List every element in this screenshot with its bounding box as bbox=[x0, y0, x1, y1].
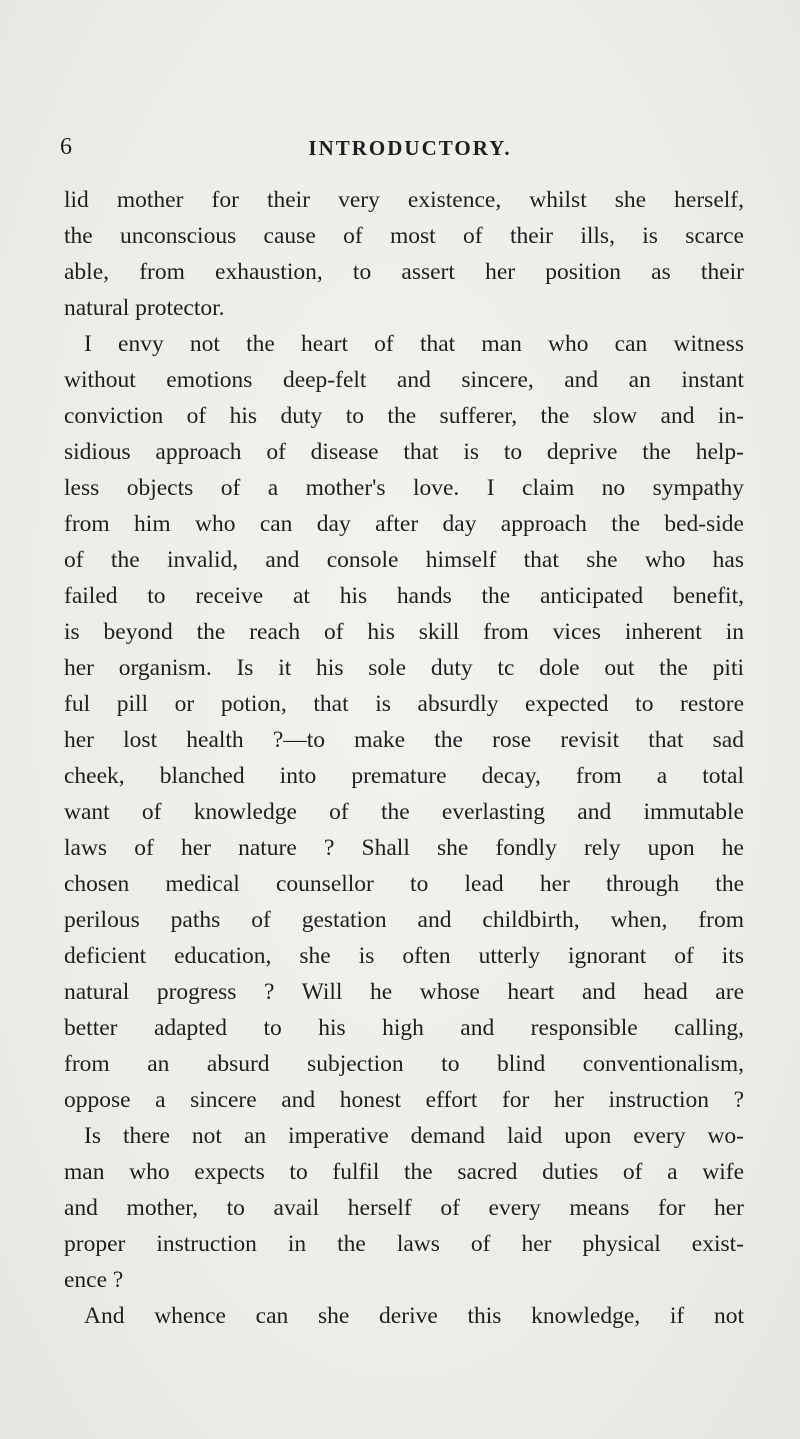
text-line: lid mother for their very existence, whilst she herself, bbox=[64, 187, 744, 213]
text-line: her organism. Is it his sole duty tc dole out the piti bbox=[64, 655, 744, 681]
text-line: less objects of a mother's love. I claim no sympathy bbox=[64, 475, 744, 501]
text-line: perilous paths of gestation and childbirth, when, from bbox=[64, 907, 744, 933]
text-line: cheek, blanched into premature decay, from a total bbox=[64, 763, 744, 789]
text-line: I envy not the heart of that man who can witness bbox=[84, 331, 744, 357]
text-line: better adapted to his high and responsible calling, bbox=[64, 1015, 744, 1041]
text-line: natural protector. bbox=[64, 295, 225, 321]
text-line: able, from exhaustion, to assert her position as their bbox=[64, 259, 744, 285]
page-number: 6 bbox=[60, 134, 72, 160]
text-line: from him who can day after day approach the bed-side bbox=[64, 511, 744, 537]
text-line: failed to receive at his hands the anticipated benefit, bbox=[64, 583, 744, 609]
text-line: want of knowledge of the everlasting and immutable bbox=[64, 799, 744, 825]
page-header bbox=[60, 134, 760, 164]
text-line: ful pill or potion, that is absurdly expected to restore bbox=[64, 691, 744, 717]
text-line: proper instruction in the laws of her physical exist- bbox=[64, 1231, 744, 1257]
text-line: is beyond the reach of his skill from vices inherent in bbox=[64, 619, 744, 645]
text-line: ence ? bbox=[64, 1267, 124, 1293]
text-line: the unconscious cause of most of their ills, is scarce bbox=[64, 223, 744, 249]
text-line: deficient education, she is often utterly ignorant of its bbox=[64, 943, 744, 969]
text-line: from an absurd subjection to blind conventionalism, bbox=[64, 1051, 744, 1077]
text-line: and mother, to avail herself of every means for her bbox=[64, 1195, 744, 1221]
text-line: And whence can she derive this knowledge, if not bbox=[84, 1303, 744, 1329]
text-line: of the invalid, and console himself that she who has bbox=[64, 547, 744, 573]
running-head: INTRODUCTORY. bbox=[308, 136, 512, 160]
text-line: oppose a sincere and honest effort for her instruction ? bbox=[64, 1087, 744, 1113]
text-line: conviction of his duty to the sufferer, the slow and in- bbox=[64, 403, 744, 429]
text-line: man who expects to fulfil the sacred duties of a wife bbox=[64, 1159, 744, 1185]
text-line: Is there not an imperative demand laid upon every wo- bbox=[84, 1123, 744, 1149]
text-line: natural progress ? Will he whose heart and head are bbox=[64, 979, 744, 1005]
text-line: her lost health ?—to make the rose revisit that sad bbox=[64, 727, 744, 753]
text-line: sidious approach of disease that is to deprive the help- bbox=[64, 439, 744, 465]
body-text bbox=[64, 182, 744, 1334]
text-line: laws of her nature ? Shall she fondly rely upon he bbox=[64, 835, 744, 861]
text-line: without emotions deep-felt and sincere, and an instant bbox=[64, 367, 744, 393]
text-line: chosen medical counsellor to lead her through the bbox=[64, 871, 744, 897]
